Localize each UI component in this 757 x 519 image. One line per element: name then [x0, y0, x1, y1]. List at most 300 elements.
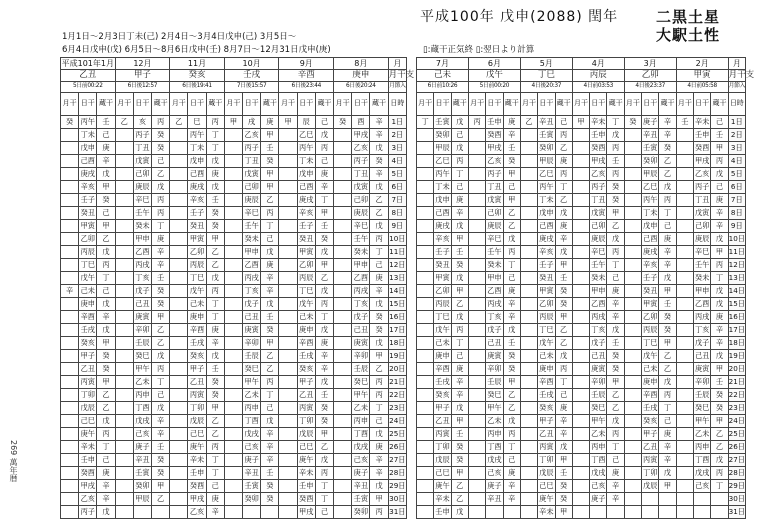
- table-cell: 戊: [370, 298, 388, 311]
- table-cell: 乙: [503, 389, 520, 402]
- table-cell: [61, 493, 79, 506]
- table-cell: [676, 467, 693, 480]
- table-cell: 丁: [261, 389, 279, 402]
- table-cell: [261, 506, 279, 519]
- table-cell: 癸: [451, 441, 468, 454]
- table-cell: 戊: [315, 129, 333, 142]
- table-cell: 甲申: [133, 233, 151, 246]
- table-cell: 己: [97, 285, 115, 298]
- table-cell: [659, 506, 676, 519]
- table-cell: 癸未: [486, 259, 503, 272]
- day-label: 6日: [388, 181, 406, 194]
- table-cell: [170, 493, 188, 506]
- table-cell: 戊戌: [243, 428, 261, 441]
- table-cell: 戊: [315, 285, 333, 298]
- table-cell: [61, 298, 79, 311]
- table-cell: 庚戌: [642, 246, 659, 259]
- table-cell: 癸丑: [297, 233, 315, 246]
- table-cell: 癸: [451, 454, 468, 467]
- table-cell: 辛: [370, 285, 388, 298]
- table-cell: 戊寅: [133, 155, 151, 168]
- day-label: 31日: [728, 506, 745, 519]
- table-cell: [170, 246, 188, 259]
- table-cell: 癸未: [694, 272, 711, 285]
- table-cell: 乙丑: [434, 415, 451, 428]
- table-cell: 壬子: [434, 246, 451, 259]
- table-cell: 辛: [659, 246, 676, 259]
- table-cell: 癸酉: [79, 467, 97, 480]
- table-cell: 庚: [607, 467, 624, 480]
- table-cell: [334, 168, 352, 181]
- table-row: [417, 415, 746, 428]
- table-cell: 辛巳: [486, 233, 503, 246]
- table-cell: 甲: [261, 129, 279, 142]
- table-cell: [468, 285, 485, 298]
- table-cell: 丙寅: [434, 428, 451, 441]
- table-cell: [61, 246, 79, 259]
- table-row: [61, 493, 407, 506]
- table-cell: [417, 311, 434, 324]
- table-cell: [520, 142, 537, 155]
- table-cell: 甲寅: [434, 272, 451, 285]
- table-cell: [676, 324, 693, 337]
- table-cell: [61, 350, 79, 363]
- day-label: 23日: [388, 402, 406, 415]
- day-label: 21日: [728, 376, 745, 389]
- table-cell: [224, 506, 242, 519]
- table-cell: 甲: [503, 376, 520, 389]
- table-cell: [170, 376, 188, 389]
- table-cell: 壬寅: [642, 142, 659, 155]
- table-cell: 甲: [97, 337, 115, 350]
- table-cell: [659, 493, 676, 506]
- table-cell: [170, 454, 188, 467]
- table-cell: 戊: [370, 220, 388, 233]
- table-cell: 辛: [370, 467, 388, 480]
- table-cell: 庚: [503, 467, 520, 480]
- table-cell: 丁酉: [352, 428, 370, 441]
- table-cell: 辛: [451, 376, 468, 389]
- table-cell: 辛: [659, 259, 676, 272]
- table-cell: [224, 233, 242, 246]
- table-cell: 丙申: [694, 441, 711, 454]
- table-cell: 戊: [206, 350, 224, 363]
- table-cell: 辛: [711, 207, 728, 220]
- day-label: 14日: [388, 285, 406, 298]
- column-label: 日干: [79, 93, 97, 116]
- month-label: 2月: [676, 58, 728, 70]
- table-cell: 癸: [607, 194, 624, 207]
- table-cell: 壬: [315, 389, 333, 402]
- table-cell: [115, 207, 133, 220]
- table-cell: 辛: [659, 441, 676, 454]
- table-cell: 辛亥: [79, 181, 97, 194]
- legend: ▯:蔵干正気終 ▯:翌日より計算: [423, 45, 535, 55]
- column-label: 日干: [694, 93, 711, 116]
- table-cell: 庚寅: [133, 311, 151, 324]
- table-cell: 己酉: [188, 168, 206, 181]
- table-cell: 壬午: [243, 220, 261, 233]
- table-cell: [572, 220, 589, 233]
- table-cell: 癸: [659, 142, 676, 155]
- table-cell: 庚: [607, 285, 624, 298]
- table-cell: [572, 311, 589, 324]
- table-row: [417, 220, 746, 233]
- table-cell: 己卯: [352, 194, 370, 207]
- table-cell: 辛: [555, 428, 572, 441]
- table-cell: 癸亥: [297, 363, 315, 376]
- month-kanshi: 庚申: [334, 70, 389, 82]
- day-label: 11日: [388, 246, 406, 259]
- column-label: 日干: [243, 93, 261, 116]
- table-cell: 壬戌: [538, 389, 555, 402]
- column-label: 蔵干: [152, 93, 170, 116]
- table-cell: 甲: [555, 506, 572, 519]
- table-cell: 辛未: [538, 506, 555, 519]
- table-cell: 辛: [607, 298, 624, 311]
- table-cell: [334, 506, 352, 519]
- table-cell: 己酉: [642, 233, 659, 246]
- table-cell: 乙亥: [694, 168, 711, 181]
- table-cell: 甲子: [434, 402, 451, 415]
- table-cell: 丁: [503, 441, 520, 454]
- table-cell: 丁: [206, 454, 224, 467]
- nayin: 大駅土性: [656, 26, 721, 44]
- table-row: [61, 311, 407, 324]
- table-cell: 庚辰: [486, 220, 503, 233]
- column-label: 日干: [486, 93, 503, 116]
- table-cell: [676, 272, 693, 285]
- table-cell: 己: [607, 272, 624, 285]
- table-cell: 戊寅: [694, 207, 711, 220]
- table-cell: 辛丑: [133, 454, 151, 467]
- table-cell: [624, 233, 641, 246]
- table-cell: 辛丑: [538, 116, 555, 129]
- table-cell: 己亥: [133, 428, 151, 441]
- table-row: [61, 207, 407, 220]
- table-cell: [520, 493, 537, 506]
- table-cell: 庚: [315, 168, 333, 181]
- table-cell: 戊午: [538, 337, 555, 350]
- table-cell: 庚: [370, 272, 388, 285]
- table-cell: [279, 233, 297, 246]
- table-cell: [115, 493, 133, 506]
- table-cell: [61, 220, 79, 233]
- table-cell: [417, 194, 434, 207]
- table-cell: 丙申: [243, 402, 261, 415]
- table-cell: [417, 350, 434, 363]
- table-cell: [334, 389, 352, 402]
- table-cell: 戊: [206, 155, 224, 168]
- table-cell: 戊午: [188, 285, 206, 298]
- solar-term-entry: 6日後19:41: [170, 82, 225, 93]
- day-label: 31日: [388, 506, 406, 519]
- table-cell: [115, 194, 133, 207]
- table-cell: [170, 441, 188, 454]
- table-cell: 壬午: [694, 259, 711, 272]
- table-cell: [334, 298, 352, 311]
- solar-term-entry: 月節入: [728, 82, 745, 93]
- table-cell: 戊午: [642, 350, 659, 363]
- table-cell: 壬申: [590, 129, 607, 142]
- table-cell: 丙: [152, 194, 170, 207]
- table-cell: [468, 324, 485, 337]
- table-cell: 丁巳: [434, 311, 451, 324]
- table-cell: [468, 337, 485, 350]
- table-cell: 癸: [206, 220, 224, 233]
- table-cell: 丁丑: [694, 194, 711, 207]
- table-cell: [224, 493, 242, 506]
- column-label: 蔵干: [370, 93, 388, 116]
- table-cell: 癸丑: [188, 220, 206, 233]
- table-cell: [520, 324, 537, 337]
- table-cell: [572, 285, 589, 298]
- table-cell: [115, 155, 133, 168]
- table-cell: [115, 324, 133, 337]
- table-cell: 庚寅: [590, 363, 607, 376]
- table-cell: [170, 207, 188, 220]
- table-cell: 辛卯: [352, 350, 370, 363]
- table-cell: 丙辰: [297, 272, 315, 285]
- table-cell: 癸: [370, 324, 388, 337]
- table-cell: 癸亥: [79, 337, 97, 350]
- table-row: [417, 129, 746, 142]
- table-row: [61, 337, 407, 350]
- table-cell: [624, 311, 641, 324]
- table-cell: [61, 389, 79, 402]
- table-cell: [61, 441, 79, 454]
- table-row: [61, 376, 407, 389]
- table-cell: 戊辰: [538, 467, 555, 480]
- table-cell: 丙辰: [434, 298, 451, 311]
- column-label: 蔵干: [315, 93, 333, 116]
- table-cell: 辛: [261, 441, 279, 454]
- table-cell: 癸: [711, 402, 728, 415]
- table-cell: 己亥: [486, 467, 503, 480]
- kanshi-col-label: 月干支: [388, 70, 415, 81]
- table-cell: 戊: [97, 324, 115, 337]
- table-cell: 乙: [503, 207, 520, 220]
- table-cell: [417, 259, 434, 272]
- table-cell: 壬: [659, 298, 676, 311]
- table-cell: 辛: [261, 454, 279, 467]
- table-cell: 癸卯: [434, 129, 451, 142]
- table-cell: 丁亥: [590, 324, 607, 337]
- table-cell: [115, 168, 133, 181]
- table-cell: [417, 467, 434, 480]
- table-cell: 甲: [152, 480, 170, 493]
- table-cell: 乙: [97, 402, 115, 415]
- month-kanshi: 癸亥: [170, 70, 225, 82]
- table-cell: 壬: [261, 311, 279, 324]
- day-label: 11日: [728, 246, 745, 259]
- table-cell: 戊寅: [243, 168, 261, 181]
- table-cell: 丙: [555, 129, 572, 142]
- month-col-label: 月: [388, 58, 406, 70]
- table-cell: 庚: [206, 493, 224, 506]
- day-label: 26日: [728, 441, 745, 454]
- day-label: 13日: [388, 272, 406, 285]
- table-cell: [520, 194, 537, 207]
- table-cell: 壬寅: [133, 467, 151, 480]
- table-cell: 甲午: [352, 389, 370, 402]
- column-label: 蔵干: [261, 93, 279, 116]
- table-cell: 戊: [451, 311, 468, 324]
- table-cell: 癸: [261, 155, 279, 168]
- table-cell: [334, 415, 352, 428]
- table-cell: 甲: [503, 194, 520, 207]
- table-cell: [334, 259, 352, 272]
- table-cell: 辛: [152, 246, 170, 259]
- table-cell: 庚子: [133, 441, 151, 454]
- table-cell: 乙巳: [538, 168, 555, 181]
- table-cell: [676, 298, 693, 311]
- table-row: [61, 142, 407, 155]
- table-cell: 乙: [315, 441, 333, 454]
- table-cell: 癸: [607, 181, 624, 194]
- table-cell: 庚戌: [297, 194, 315, 207]
- table-cell: 甲寅: [538, 285, 555, 298]
- table-row: [417, 480, 746, 493]
- column-label: 蔵干: [206, 93, 224, 116]
- table-cell: 戊: [659, 181, 676, 194]
- table-cell: [224, 441, 242, 454]
- table-cell: [224, 480, 242, 493]
- table-cell: 亥: [133, 116, 151, 129]
- table-cell: [676, 402, 693, 415]
- table-cell: 癸: [370, 311, 388, 324]
- table-cell: [61, 142, 79, 155]
- table-cell: [486, 506, 503, 519]
- table-cell: 庚: [555, 220, 572, 233]
- table-cell: 乙: [315, 272, 333, 285]
- table-cell: 乙酉: [352, 272, 370, 285]
- table-cell: [334, 129, 352, 142]
- table-row: [417, 324, 746, 337]
- table-cell: [115, 272, 133, 285]
- table-cell: 庚: [97, 467, 115, 480]
- table-cell: 戊辰: [297, 428, 315, 441]
- table-cell: 丁未: [434, 181, 451, 194]
- table-cell: 巳: [188, 116, 206, 129]
- table-row: [417, 168, 746, 181]
- table-cell: 甲: [711, 415, 728, 428]
- table-cell: 丁卯: [642, 467, 659, 480]
- table-cell: [468, 311, 485, 324]
- table-row: [417, 350, 746, 363]
- table-cell: 己未: [297, 311, 315, 324]
- table-cell: 乙丑: [642, 441, 659, 454]
- table-cell: [334, 194, 352, 207]
- table-cell: 丁: [206, 129, 224, 142]
- month-label: 4月: [572, 58, 624, 70]
- table-cell: [417, 363, 434, 376]
- table-cell: 壬寅: [538, 129, 555, 142]
- table-cell: 甲: [451, 415, 468, 428]
- table-cell: [624, 376, 641, 389]
- table-cell: [417, 272, 434, 285]
- table-cell: 庚: [659, 233, 676, 246]
- table-cell: [224, 298, 242, 311]
- table-cell: 庚辰: [694, 233, 711, 246]
- table-cell: 己亥: [590, 480, 607, 493]
- table-cell: 辛未: [434, 493, 451, 506]
- table-cell: 庚午: [538, 493, 555, 506]
- table-cell: 辛: [607, 480, 624, 493]
- table-cell: 丙: [555, 363, 572, 376]
- table-row: [61, 363, 407, 376]
- table-cell: 壬: [206, 363, 224, 376]
- month-label: 7月: [417, 58, 469, 70]
- table-cell: 甲寅: [297, 246, 315, 259]
- table-cell: [152, 506, 170, 519]
- table-cell: 己丑: [133, 298, 151, 311]
- table-cell: [170, 285, 188, 298]
- table-cell: 乙: [607, 389, 624, 402]
- month-kanshi: 壬戌: [224, 70, 279, 82]
- table-cell: [61, 207, 79, 220]
- table-cell: 戊: [607, 233, 624, 246]
- table-cell: 丙: [97, 259, 115, 272]
- table-cell: [468, 168, 485, 181]
- table-cell: [224, 207, 242, 220]
- column-label: 日干: [188, 93, 206, 116]
- column-label: 日干: [590, 93, 607, 116]
- table-cell: 丙戌: [486, 298, 503, 311]
- table-cell: 甲: [97, 376, 115, 389]
- table-cell: 辛: [206, 506, 224, 519]
- table-cell: [224, 272, 242, 285]
- table-cell: [676, 129, 693, 142]
- table-cell: 戊: [555, 207, 572, 220]
- table-row: [61, 246, 407, 259]
- table-cell: [520, 480, 537, 493]
- day-label: 9日: [388, 220, 406, 233]
- table-cell: 辛: [315, 363, 333, 376]
- table-cell: [624, 506, 641, 519]
- table-cell: 辛酉: [79, 311, 97, 324]
- table-cell: 乙亥: [188, 506, 206, 519]
- table-cell: [676, 415, 693, 428]
- table-cell: 壬子: [79, 194, 97, 207]
- table-cell: 丙: [659, 389, 676, 402]
- table-cell: [468, 181, 485, 194]
- table-cell: 己卯: [694, 220, 711, 233]
- table-cell: 乙卯: [79, 233, 97, 246]
- table-cell: [170, 506, 188, 519]
- table-cell: 戊: [555, 441, 572, 454]
- table-cell: [572, 389, 589, 402]
- solar-term-entry: 5日前00:20: [468, 82, 520, 93]
- table-cell: 丁: [503, 259, 520, 272]
- table-cell: [520, 389, 537, 402]
- table-cell: [115, 428, 133, 441]
- table-cell: 壬: [315, 220, 333, 233]
- table-cell: 壬子: [188, 207, 206, 220]
- table-cell: 辛: [261, 285, 279, 298]
- day-label: 1日: [388, 116, 406, 129]
- table-cell: [520, 155, 537, 168]
- table-cell: [468, 376, 485, 389]
- table-cell: 乙丑: [79, 363, 97, 376]
- table-cell: 戊: [711, 454, 728, 467]
- table-cell: 癸: [555, 298, 572, 311]
- column-label: 月干: [468, 93, 485, 116]
- table-cell: [334, 428, 352, 441]
- table-cell: [170, 233, 188, 246]
- month-label: 10月: [224, 58, 279, 70]
- table-cell: 己巳: [538, 480, 555, 493]
